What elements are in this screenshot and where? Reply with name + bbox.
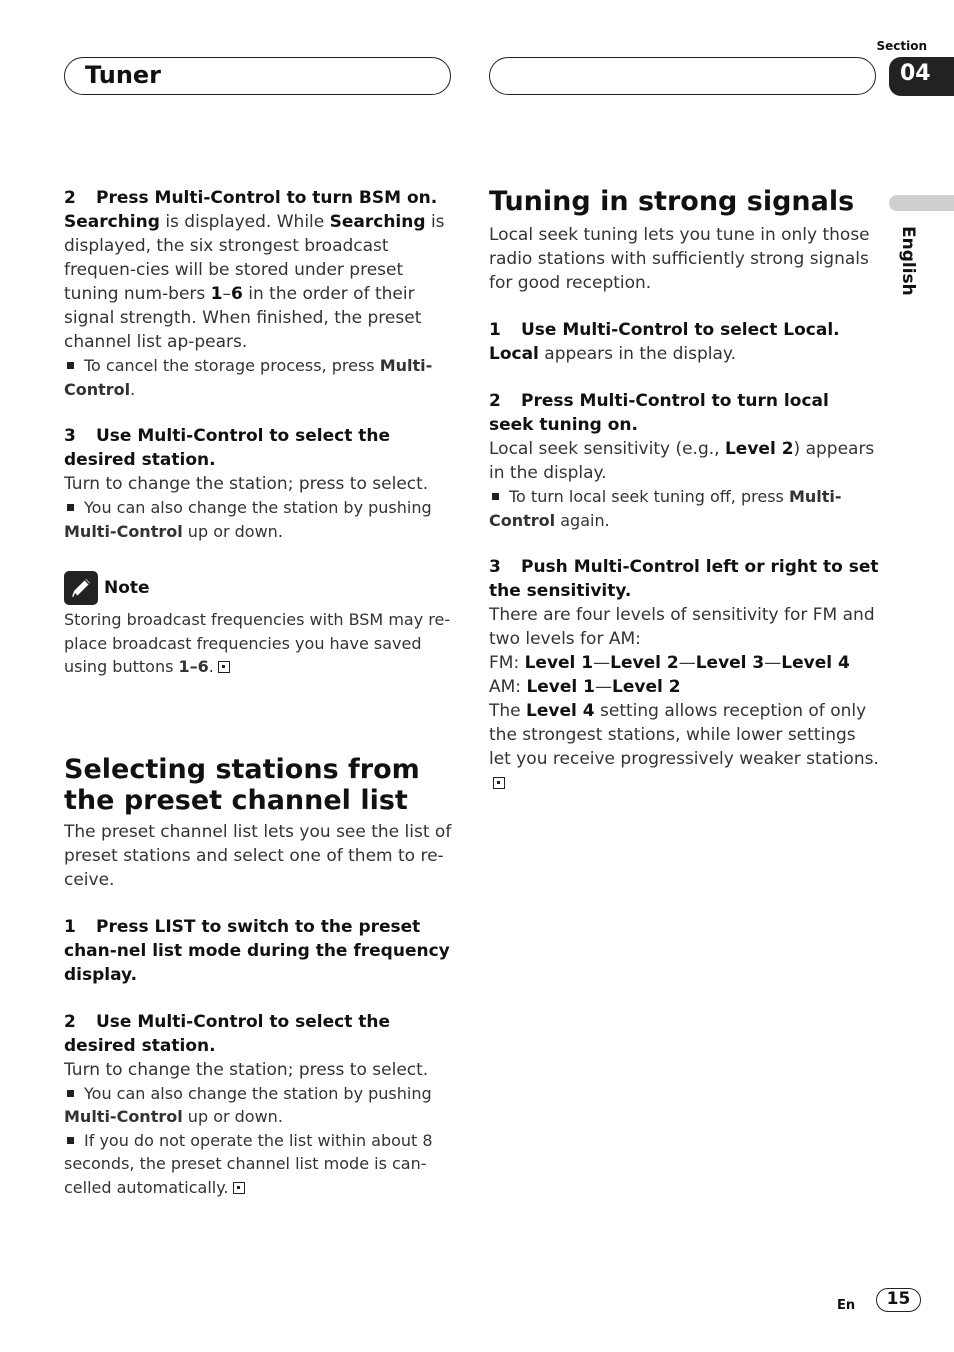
term-level: Level 2	[724, 439, 794, 459]
text: setting allows reception of only the strongest stations, while lower settings let you receive progressively weaker stations.	[489, 701, 879, 769]
section-label: Section	[876, 39, 927, 53]
step-number: 2	[64, 188, 76, 208]
local-step-2-bullet	[489, 485, 879, 532]
step-title: Use Multi-Control to select the desired station.	[64, 426, 391, 470]
dash: —	[595, 677, 612, 697]
local-step-2	[489, 389, 879, 437]
am-levels	[489, 675, 879, 699]
page-number: 15	[876, 1288, 921, 1312]
term-local: Local	[489, 344, 539, 364]
term-number: 6	[231, 284, 243, 304]
bsm-paragraph	[64, 210, 454, 354]
right-column	[489, 186, 879, 795]
step-number: 2	[64, 1011, 76, 1032]
strong-signals-heading: Tuning in strong signals	[489, 186, 855, 217]
text: up or down.	[182, 521, 283, 541]
text: The	[489, 701, 527, 721]
bullet-square-icon	[492, 493, 499, 500]
text: If you do not operate the list within about 8 seconds, the preset channel list mode is can-celled automatically.	[64, 1130, 433, 1197]
preset-section-heading: Selecting stations from the preset channel list	[64, 753, 420, 816]
step-title: Use Multi-Control to select the desired station.	[64, 1011, 391, 1056]
note-label: Note	[104, 578, 150, 598]
select-bullet	[64, 496, 454, 543]
end-mark-icon	[493, 777, 505, 789]
term-level: Level 2	[610, 653, 679, 673]
text: To turn local seek tuning off, press	[509, 487, 789, 506]
text: again.	[555, 510, 610, 530]
text: –	[222, 284, 231, 304]
local-step-2-text	[489, 437, 879, 485]
text: up or down.	[182, 1107, 283, 1126]
dash: —	[764, 653, 782, 673]
text: To cancel the storage process, press	[84, 356, 380, 375]
strong-signals-intro: Local seek tuning lets you tune in only those radio stations with sufficiently strong signals for good reception.	[489, 225, 870, 293]
text: You can also change the station by pushing	[84, 498, 432, 517]
end-mark-icon	[218, 661, 230, 673]
dash: —	[593, 653, 611, 673]
final-paragraph	[489, 699, 879, 795]
text: AM:	[489, 677, 527, 697]
text: appears in the display.	[538, 344, 736, 364]
term-level: Level 4	[781, 653, 850, 673]
term-level: Level 1	[524, 653, 594, 673]
step-number: 1	[64, 916, 76, 937]
term-multi-control: Multi-Control	[64, 521, 183, 541]
step-number: 3	[489, 557, 501, 577]
local-step-1	[489, 318, 879, 342]
text: ) appears in the display.	[489, 439, 875, 483]
term-level: Level 4	[526, 701, 595, 721]
text: FM:	[489, 653, 525, 673]
step-number: 1	[489, 320, 501, 340]
preset-paragraph: Turn to change the station; press to select.	[64, 1059, 429, 1080]
preset-intro: The preset channel list lets you see the list of preset stations and select one of them to re-ceive.	[64, 821, 452, 890]
language-label: English	[898, 226, 918, 296]
term-multi-control: Multi-Control	[64, 356, 433, 399]
preset-step-1	[64, 915, 454, 987]
text: Storing broadcast frequencies with BSM may re-place broadcast frequencies you have saved using buttons	[64, 610, 451, 676]
bsm-bullet	[64, 354, 454, 401]
local-step-3	[489, 555, 879, 603]
page-title: Tuner	[85, 61, 162, 89]
note-pencil-icon	[64, 571, 98, 605]
language-tab-bar	[889, 195, 954, 211]
bullet-square-icon	[67, 362, 74, 369]
term-searching: Searching	[329, 212, 426, 232]
preset-step-2	[64, 1010, 454, 1058]
local-step-3-text: There are four levels of sensitivity for FM and two levels for AM:	[489, 605, 875, 649]
preset-bullet-2	[64, 1129, 454, 1200]
end-mark-icon	[233, 1182, 245, 1194]
term-level: Level 2	[612, 677, 681, 697]
preset-bullet-1	[64, 1082, 454, 1129]
step-number: 2	[489, 391, 501, 411]
bullet-square-icon	[67, 1090, 74, 1097]
step-title: Press Multi-Control to turn BSM on.	[96, 188, 438, 208]
select-paragraph: Turn to change the station; press to select.	[64, 474, 429, 494]
term-number: 1	[210, 284, 223, 304]
term-buttons: 1–6	[178, 657, 209, 676]
bullet-square-icon	[67, 504, 74, 511]
text: Local seek sensitivity (e.g.,	[489, 439, 725, 459]
section-number-tab: 04	[889, 57, 954, 96]
step-title: Press Multi-Control to turn local seek tuning on.	[489, 391, 829, 435]
term-level: Level 3	[695, 653, 765, 673]
step-title: Use Multi-Control to select Local.	[521, 320, 840, 340]
term-multi-control: Multi-Control	[489, 487, 842, 530]
note-header	[64, 570, 454, 606]
step-title: Press LIST to switch to the preset chan-nel list mode during the frequency display.	[64, 916, 450, 985]
text: .	[208, 657, 214, 676]
footer-language-code: En	[837, 1298, 856, 1313]
step-title: Push Multi-Control left or right to set the sensitivity.	[489, 557, 879, 601]
dash: —	[678, 653, 696, 673]
step-number: 3	[64, 426, 76, 446]
term-searching: Searching	[64, 212, 160, 232]
note-text	[64, 608, 454, 679]
bsm-step	[64, 186, 454, 210]
text: is displayed. While	[159, 212, 330, 232]
text: You can also change the station by pushing	[84, 1083, 432, 1103]
text: is displayed, the six strongest broadcast frequen-cies will be stored under preset tuning num-bers	[64, 212, 445, 304]
text: .	[130, 379, 136, 399]
fm-levels	[489, 651, 879, 675]
left-column	[64, 186, 454, 1199]
term-level: Level 1	[526, 677, 595, 697]
header-blank-box	[489, 57, 876, 95]
select-step	[64, 424, 454, 472]
header-title-box	[64, 57, 451, 95]
bullet-square-icon	[67, 1137, 74, 1144]
local-step-1-text	[489, 342, 879, 366]
term-multi-control: Multi-Control	[64, 1107, 183, 1126]
text: in the order of their signal strength. When finished, the preset channel list ap-pears.	[64, 284, 422, 352]
